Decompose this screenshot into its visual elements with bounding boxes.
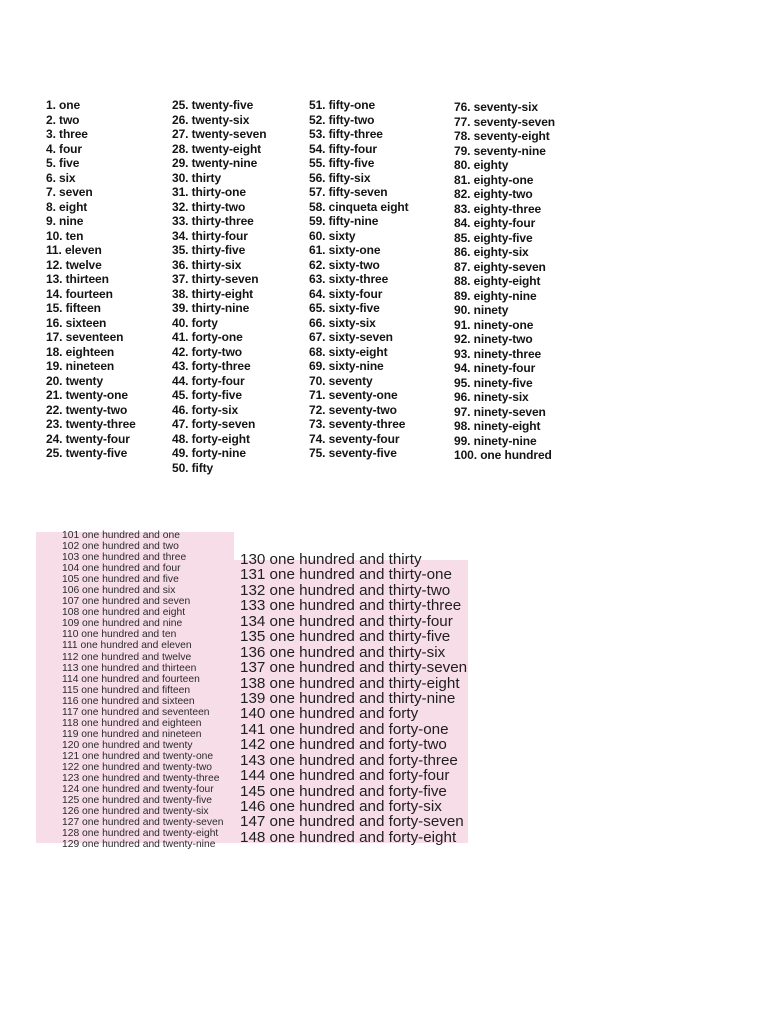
list-item: 125 one hundred and twenty-five (62, 795, 212, 807)
list-item: 75. seventy-five (309, 446, 397, 460)
list-item: 89. eighty-nine (454, 288, 537, 303)
list-item: 5. five (46, 156, 80, 170)
list-item: 29. twenty-nine (172, 156, 258, 170)
list-item: 20. twenty (46, 373, 104, 388)
list-item: 51. fifty-one (309, 98, 376, 112)
list-item: 6. six (46, 170, 76, 185)
list-item: 54. fifty-four (309, 141, 377, 156)
list-item: 139 one hundred and thirty-nine (240, 689, 456, 707)
list-item: 126 one hundred and twenty-six (62, 806, 209, 818)
list-item: 59. fifty-nine (309, 214, 379, 228)
list-item: 31. thirty-one (172, 185, 246, 199)
list-item: 52. fifty-two (309, 112, 375, 127)
list-item: 17. seventeen (46, 330, 124, 344)
list-item: 47. forty-seven (172, 417, 256, 431)
list-item: 116 one hundred and sixteen (62, 695, 195, 707)
list-item: 61. sixty-one (309, 243, 381, 257)
list-item: 93. ninety-three (454, 346, 542, 361)
hundreds-list-left (62, 530, 223, 850)
list-item: 74. seventy-four (309, 431, 400, 446)
list-item: 138 one hundred and thirty-eight (240, 674, 460, 692)
list-item: 21. twenty-one (46, 388, 128, 402)
list-item: 132 one hundred and thirty-two (240, 581, 451, 599)
list-item: 42. forty-two (172, 344, 243, 359)
list-item: 64. sixty-four (309, 286, 383, 301)
list-item: 67. sixty-seven (309, 330, 393, 344)
list-item: 92. ninety-two (454, 332, 533, 346)
list-item: 103 one hundred and three (62, 552, 187, 564)
list-item: 18. eighteen (46, 344, 115, 359)
list-item: 46. forty-six (172, 402, 239, 417)
list-item: 68. sixty-eight (309, 344, 388, 359)
list-item: 95. ninety-five (454, 375, 533, 390)
list-item: 133 one hundred and thirty-three (240, 597, 462, 615)
list-item: 9. nine (46, 214, 84, 228)
list-item: 112 one hundred and twelve (62, 651, 192, 663)
list-item: 108 one hundred and eight (62, 607, 186, 619)
list-item: 140 one hundred and forty (240, 705, 419, 723)
list-item: 58. cinqueta eight (309, 199, 409, 214)
list-item: 102 one hundred and two (62, 541, 179, 553)
number-list-column-4 (454, 100, 555, 463)
list-item: 57. fifty-seven (309, 185, 388, 199)
list-item: 121 one hundred and twenty-one (62, 750, 214, 762)
list-item: 88. eighty-eight (454, 274, 541, 288)
list-item: 91. ninety-one (454, 317, 534, 332)
list-item: 90. ninety (454, 303, 509, 317)
list-item: 113 one hundred and thirteen (62, 662, 197, 674)
list-item: 25. twenty-five (172, 98, 254, 112)
list-item: 148 one hundred and forty-eight (240, 828, 457, 846)
list-item: 84. eighty-four (454, 216, 536, 230)
list-item: 86. eighty-six (454, 245, 529, 259)
list-item: 134 one hundred and thirty-four (240, 612, 453, 630)
list-item: 143 one hundred and forty-three (240, 751, 458, 769)
list-item: 36. thirty-six (172, 257, 242, 272)
list-item: 76. seventy-six (454, 100, 538, 114)
list-item: 71. seventy-one (309, 388, 398, 402)
list-item: 35. thirty-five (172, 243, 246, 257)
list-item: 27. twenty-seven (172, 127, 267, 141)
list-item: 87. eighty-seven (454, 259, 546, 274)
list-item: 43. forty-three (172, 359, 251, 373)
list-item: 14. fourteen (46, 286, 113, 301)
number-list-column-3 (309, 98, 409, 461)
list-item: 82. eighty-two (454, 187, 533, 201)
list-item: 3. three (46, 127, 88, 141)
list-item: 60. sixty (309, 228, 356, 243)
list-item: 11. eleven (46, 243, 102, 257)
list-item: 77. seventy-seven (454, 114, 556, 129)
list-item: 141 one hundred and forty-one (240, 720, 449, 738)
list-item: 41. forty-one (172, 330, 243, 344)
list-item: 8. eight (46, 199, 88, 214)
list-item: 72. seventy-two (309, 402, 397, 417)
list-item: 129 one hundred and twenty-nine (62, 839, 216, 851)
list-item: 96. ninety-six (454, 390, 529, 404)
list-item: 23. twenty-three (46, 417, 136, 431)
list-item: 123 one hundred and twenty-three (62, 773, 220, 785)
list-item: 117 one hundred and seventeen (62, 706, 210, 718)
list-item: 4. four (46, 141, 82, 156)
list-item: 28. twenty-eight (172, 141, 262, 156)
list-item: 39. thirty-nine (172, 301, 250, 315)
list-item: 10. ten (46, 228, 84, 243)
list-item: 120 one hundred and twenty (62, 739, 193, 751)
list-item: 109 one hundred and nine (62, 618, 183, 630)
list-item: 32. thirty-two (172, 199, 246, 214)
list-item: 15. fifteen (46, 301, 101, 315)
list-item: 63. sixty-three (309, 272, 389, 286)
list-item: 48. forty-eight (172, 431, 250, 446)
list-item: 110 one hundred and ten (62, 629, 177, 641)
list-item: 119 one hundred and nineteen (62, 728, 202, 740)
list-item: 94. ninety-four (454, 361, 536, 375)
list-item: 99. ninety-nine (454, 433, 537, 448)
list-item: 45. forty-five (172, 388, 242, 402)
list-item: 69. sixty-nine (309, 359, 384, 373)
list-item: 115 one hundred and fifteen (62, 684, 191, 696)
list-item: 79. seventy-nine (454, 143, 546, 158)
list-item: 38. thirty-eight (172, 286, 254, 301)
list-item: 107 one hundred and seven (62, 596, 191, 608)
list-item: 37. thirty-seven (172, 272, 259, 286)
list-item: 131 one hundred and thirty-one (240, 566, 452, 584)
list-item: 80. eighty (454, 158, 509, 172)
list-item: 136 one hundred and thirty-six (240, 643, 446, 661)
hundreds-panel-left (36, 530, 234, 851)
list-item: 114 one hundred and fourteen (62, 673, 200, 685)
list-item: 55. fifty-five (309, 156, 375, 170)
list-item: 85. eighty-five (454, 230, 533, 245)
list-item: 30. thirty (172, 170, 222, 185)
list-item: 66. sixty-six (309, 315, 376, 330)
list-item: 83. eighty-three (454, 201, 542, 216)
list-item: 147 one hundred and forty-seven (240, 813, 464, 831)
list-item: 56. fifty-six (309, 170, 371, 185)
list-item: 50. fifty (172, 460, 214, 475)
list-item: 16. sixteen (46, 315, 107, 330)
list-item: 49. forty-nine (172, 446, 246, 460)
list-item: 34. thirty-four (172, 228, 248, 243)
hundreds-list-right (240, 552, 467, 845)
list-item: 146 one hundred and forty-six (240, 798, 442, 815)
list-item: 137 one hundred and thirty-seven (240, 659, 468, 677)
list-item: 127 one hundred and twenty-seven (62, 817, 224, 829)
list-item: 62. sixty-two (309, 257, 380, 272)
list-item: 128 one hundred and twenty-eight (62, 828, 219, 840)
list-item: 24. twenty-four (46, 431, 130, 446)
list-item: 25. twenty-five (46, 446, 128, 460)
list-item: 13. thirteen (46, 272, 109, 286)
list-item: 118 one hundred and eighteen (62, 717, 202, 729)
list-item: 98. ninety-eight (454, 419, 541, 433)
list-item: 111 one hundred and eleven (62, 640, 192, 652)
list-item: 144 one hundred and forty-four (240, 767, 450, 785)
list-item: 22. twenty-two (46, 402, 128, 417)
list-item: 97. ninety-seven (454, 404, 546, 419)
list-item: 1. one (46, 98, 81, 112)
list-item: 65. sixty-five (309, 301, 380, 315)
list-item: 106 one hundred and six (62, 585, 176, 597)
list-item: 33. thirty-three (172, 214, 254, 228)
list-item: 70. seventy (309, 373, 373, 388)
list-item: 135 one hundred and thirty-five (240, 628, 451, 646)
list-item: 2. two (46, 112, 80, 127)
list-item: 40. forty (172, 315, 218, 330)
list-item: 100. one hundred (454, 448, 552, 462)
number-list-column-2 (172, 98, 266, 475)
list-item: 101 one hundred and one (62, 530, 180, 541)
list-item: 78. seventy-eight (454, 129, 550, 143)
list-item: 53. fifty-three (309, 127, 383, 141)
list-item: 73. seventy-three (309, 417, 406, 431)
list-item: 12. twelve (46, 257, 102, 272)
list-item: 19. nineteen (46, 359, 115, 373)
list-item: 122 one hundred and twenty-two (62, 761, 212, 773)
list-item: 26. twenty-six (172, 112, 250, 127)
list-item: 104 one hundred and four (62, 563, 181, 575)
list-item: 81. eighty-one (454, 172, 534, 187)
list-item: 130 one hundred and thirty (240, 551, 422, 568)
list-item: 44. forty-four (172, 373, 245, 388)
list-item: 145 one hundred and forty-five (240, 782, 447, 800)
list-item: 7. seven (46, 185, 93, 199)
list-item: 124 one hundred and twenty-four (62, 784, 214, 796)
list-item: 142 one hundred and forty-two (240, 736, 447, 754)
number-list-column-1 (46, 98, 136, 461)
list-item: 105 one hundred and five (62, 574, 179, 586)
hundreds-panel-right (234, 551, 468, 846)
